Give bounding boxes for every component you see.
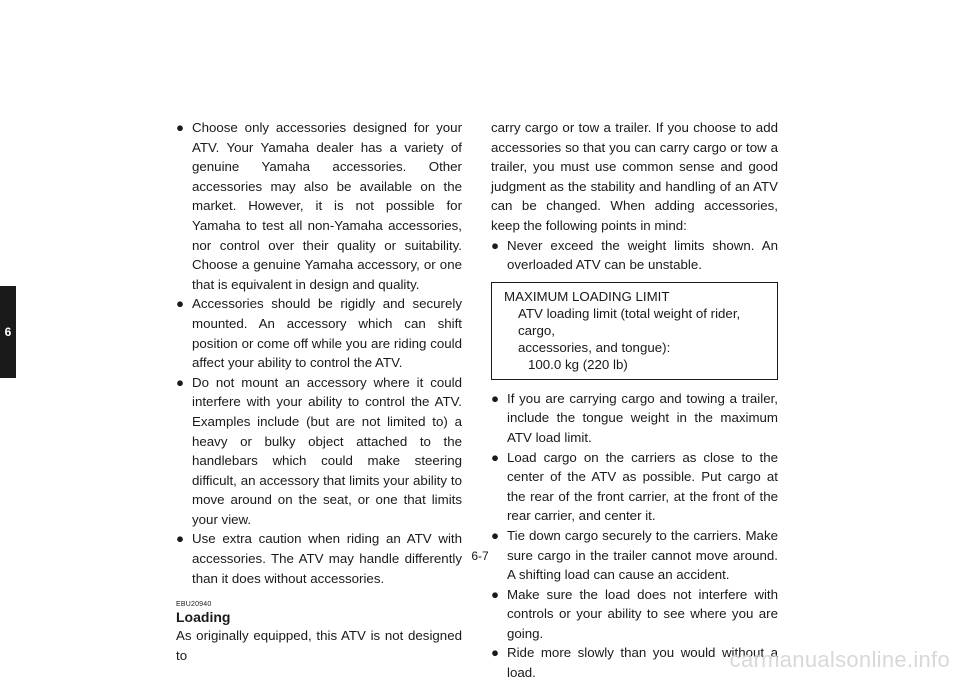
bullet-text: Do not mount an accessory where it could interfere with your ability to control the ATV. Examples include (but are not limited to) a heavy or bulky object attached to the handlebars which could make steering difficult, an accessory that limits your ability to move around on the seat, or one that limits your view. <box>192 374 462 527</box>
bullet-item <box>176 118 462 294</box>
bullet-text: Use extra caution when riding an ATV with accessories. The ATV may handle differently than it does without accessories. <box>192 531 462 586</box>
bullet-dot-icon: ● <box>491 449 500 465</box>
bullet-item <box>176 529 462 588</box>
bullet-dot-icon: ● <box>491 527 500 543</box>
chapter-tab: 6 <box>0 286 16 378</box>
section-heading: Loading <box>176 609 231 626</box>
bullet-dot-icon: ● <box>491 237 500 253</box>
watermark: carmanualsonline.info <box>729 647 950 672</box>
bullet-dot-icon: ● <box>176 374 185 390</box>
loading-limit-box <box>491 282 778 380</box>
section-code: EBU20940 <box>176 601 212 609</box>
bullet-item <box>491 389 778 448</box>
bullet-dot-icon: ● <box>491 645 500 661</box>
bullet-text: Load cargo on the carriers as close to the center of the ATV as possible. Put cargo at the rear of the front carrier, at the front of the rear carrier, and center it. <box>507 449 778 524</box>
bullet-text: Choose only accessories designed for your ATV. Your Yamaha dealer has a variety of genuine Yamaha accessories. Other accessories may also be available on the market. However, it is not possible for Yamaha to test all non-Yamaha accessories, nor control over their quality or suitability. Choose a genuine Yamaha accessory, or one that is equivalent in design and quality. <box>192 120 462 292</box>
left-column <box>176 118 462 665</box>
bullet-dot-icon: ● <box>491 586 500 602</box>
bullet-dot-icon: ● <box>491 390 500 406</box>
bullet-item <box>491 585 778 644</box>
spec-value: 100.0 kg (220 lb) <box>528 356 628 372</box>
right-column <box>491 118 778 683</box>
bullet-dot-icon: ● <box>176 120 185 135</box>
bullet-item <box>491 526 778 585</box>
bullet-dot-icon: ● <box>176 531 185 547</box>
bullet-dot-icon: ● <box>176 296 185 312</box>
spec-title: MAXIMUM LOADING LIMIT <box>504 288 670 304</box>
spec-subtitle: accessories, and tongue): <box>518 339 671 355</box>
bullet-text: If you are carrying cargo and towing a trailer, include the tongue weight in the maximum ATV load limit. <box>507 390 778 445</box>
bullet-text: Accessories should be rigidly and securely mounted. An accessory which can shift position or come off while you are riding could affect your ability to control the ATV. <box>192 296 462 371</box>
bullet-item <box>176 294 462 372</box>
bullet-text: Never exceed the weight limits shown. An overloaded ATV can be unstable. <box>507 237 778 273</box>
bullet-text: Tie down cargo securely to the carriers. Make sure cargo in the trailer cannot move around. A shifting load can cause an accident. <box>507 527 778 583</box>
spec-subtitle: ATV loading limit (total weight of rider, cargo, <box>518 305 741 338</box>
page-number: 6-7 <box>471 549 489 563</box>
bullet-text: Ride more slowly than you would without a load. <box>507 645 778 681</box>
bullet-item <box>491 448 778 526</box>
bullet-item <box>491 236 778 275</box>
bullet-item <box>176 373 462 530</box>
loading-intro-continued: carry cargo or tow a trailer. If you choose to add accessories so that you can carry cargo or tow a trailer, you must use common sense and good judgment as the stability and handling of an ATV can be changed. When adding accessories, keep the following points in mind: <box>491 120 778 233</box>
bullet-text: Make sure the load does not interfere with controls or your ability to see where you are going. <box>507 586 778 641</box>
loading-intro: As originally equipped, this ATV is not designed to <box>176 628 462 663</box>
